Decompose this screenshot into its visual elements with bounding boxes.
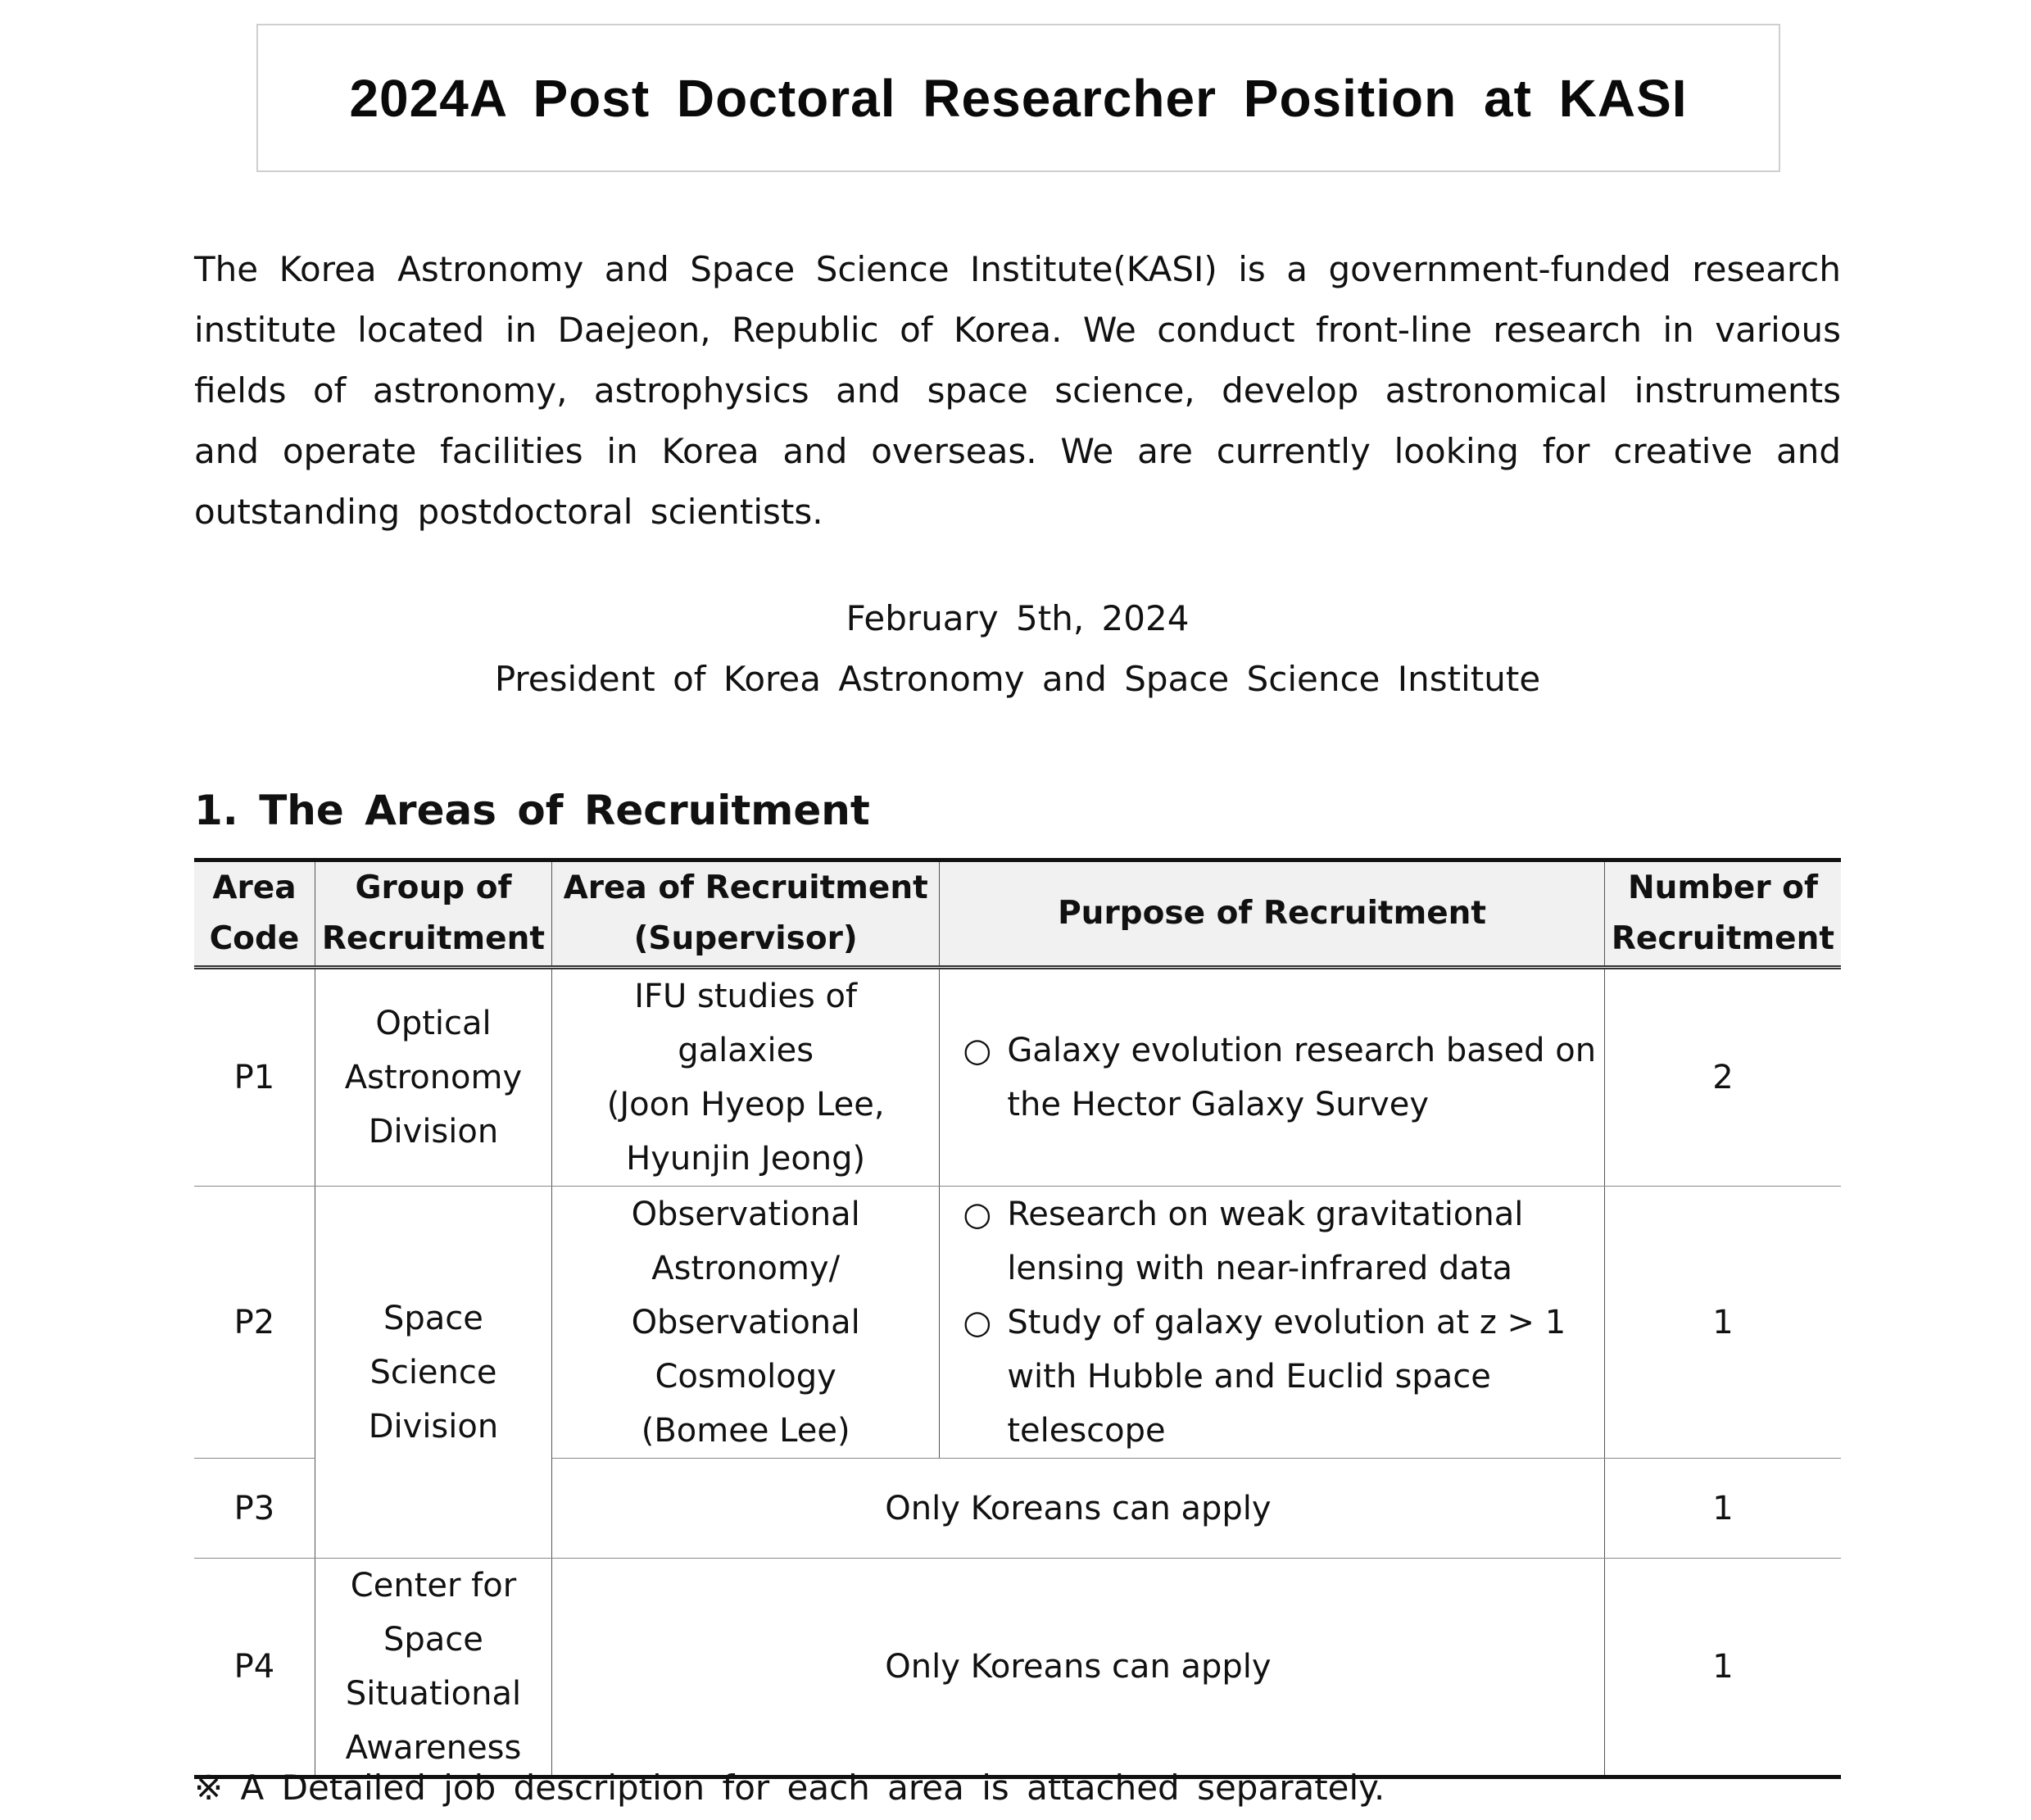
area-code-cell: P2 xyxy=(194,1187,315,1459)
purpose-list xyxy=(963,1023,1598,1132)
footnote: ※ A Detailed job description for each area is attached separately. xyxy=(194,1768,1385,1808)
area-line: Observational xyxy=(631,1303,860,1341)
table-row xyxy=(194,1187,1841,1459)
purpose-cell xyxy=(940,968,1605,1187)
header-text: Number of xyxy=(1627,869,1818,906)
header-text: Purpose of Recruitment xyxy=(1058,895,1487,932)
group-line: Situational xyxy=(345,1675,522,1713)
area-line: Astronomy/ xyxy=(651,1249,841,1287)
merged-note-cell: Only Koreans can apply xyxy=(552,1559,1605,1777)
bullet-circle-icon: ○ xyxy=(963,1303,992,1341)
purpose-item xyxy=(963,1023,1598,1132)
area-line: (Joon Hyeop Lee, xyxy=(606,1086,885,1123)
section-heading-areas: 1. The Areas of Recruitment xyxy=(194,787,870,834)
group-cell xyxy=(315,968,551,1187)
header-text: (Supervisor) xyxy=(633,920,858,957)
count-cell: 1 xyxy=(1604,1459,1841,1559)
group-line: Science xyxy=(369,1353,497,1391)
group-line: Center for xyxy=(350,1567,517,1604)
group-line: Space xyxy=(383,1299,483,1337)
table-row xyxy=(194,1559,1841,1777)
table-header-row xyxy=(194,860,1841,968)
bullet-circle-icon: ○ xyxy=(963,1032,992,1069)
group-cell xyxy=(315,1559,551,1777)
area-cell xyxy=(552,968,940,1187)
area-line: Hyunjin Jeong) xyxy=(626,1140,866,1178)
merged-note-cell: Only Koreans can apply xyxy=(552,1459,1605,1559)
header-number xyxy=(1604,860,1841,968)
area-line: Observational xyxy=(631,1195,860,1233)
group-line: Space xyxy=(383,1621,483,1659)
header-area-code xyxy=(194,860,315,968)
area-line: IFU studies of xyxy=(634,978,858,1015)
group-line: Awareness xyxy=(345,1729,522,1767)
table-row xyxy=(194,968,1841,1187)
header-text: Group of xyxy=(355,869,512,906)
area-line: (Bomee Lee) xyxy=(641,1411,850,1450)
announcement-date: February 5th, 2024 xyxy=(845,598,1190,638)
header-text: Recruitment xyxy=(321,920,546,957)
header-text: Code xyxy=(209,920,300,957)
intro-paragraph: The Korea Astronomy and Space Science Institute(KASI) is a government-funded research institute located in Daejeon, Republic of Korea. We conduct front-line research in various fields of astronomy, astrophysics and space science, develop astronomical instruments and operate facilities in Korea and overseas. We are currently looking for creative and outstanding postdoctoral scientists. xyxy=(194,249,1841,532)
group-cell xyxy=(315,1187,551,1559)
header-area xyxy=(552,860,940,968)
header-group xyxy=(315,860,551,968)
purpose-item xyxy=(963,1187,1598,1296)
group-line: Optical xyxy=(375,1005,492,1042)
count-cell: 2 xyxy=(1604,968,1841,1187)
title-box xyxy=(256,24,1780,172)
purpose-cell xyxy=(940,1187,1605,1459)
purpose-text: Research on weak gravitational lensing with near-infrared data xyxy=(1007,1195,1524,1287)
count-cell: 1 xyxy=(1604,1187,1841,1459)
purpose-text: Study of galaxy evolution at z > 1 with Hubble and Euclid space telescope xyxy=(1007,1303,1566,1450)
area-cell xyxy=(552,1187,940,1459)
area-code-cell: P1 xyxy=(194,968,315,1187)
group-line: Division xyxy=(368,1113,499,1151)
header-text: Recruitment xyxy=(1611,920,1834,957)
purpose-list xyxy=(963,1187,1598,1458)
group-line: Astronomy xyxy=(344,1059,523,1096)
group-line: Division xyxy=(368,1407,499,1446)
count-cell: 1 xyxy=(1604,1559,1841,1777)
signatory: President of Korea Astronomy and Space Science Institute xyxy=(494,659,1541,699)
area-line: galaxies xyxy=(678,1032,814,1069)
area-line: Cosmology xyxy=(655,1357,836,1396)
purpose-item xyxy=(963,1296,1598,1458)
header-text: Area xyxy=(212,869,297,906)
bullet-circle-icon: ○ xyxy=(963,1195,992,1233)
area-code-cell: P4 xyxy=(194,1559,315,1777)
header-purpose xyxy=(940,860,1605,968)
recruitment-table xyxy=(194,858,1841,1779)
page-title: 2024A Post Doctoral Researcher Position at KASI xyxy=(349,68,1688,128)
area-code-cell: P3 xyxy=(194,1459,315,1559)
purpose-text: Galaxy evolution research based on the Hector Galaxy Survey xyxy=(1007,1032,1597,1123)
header-text: Area of Recruitment xyxy=(563,869,928,906)
